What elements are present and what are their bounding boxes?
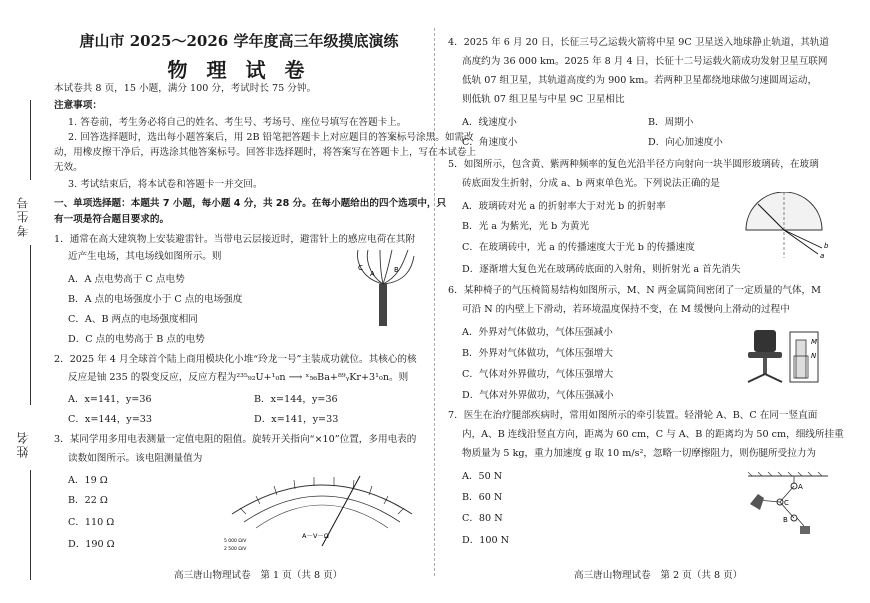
page-divider (434, 28, 435, 576)
exam-title: 唐山市 2025～2026 学年度高三年级摸底演练 (79, 32, 399, 50)
q4-stem-4: 则低轨 07 组卫星与中星 9C 卫星相比 (462, 94, 625, 105)
section-1-heading: 一、单项选择题：本题共 7 小题，每小题 4 分，共 28 分。在每小题给出的四个选项中，只 (54, 198, 447, 209)
q6-option-b: B．外界对气体做功，气体压强增大 (462, 348, 613, 359)
q6-option-d: D．气体对外界做功，气体压强减小 (462, 390, 614, 401)
q2-stem-1: 2．2025 年 4 月全球首个陆上商用模块化小堆“玲龙一号”主装成功就位。其核心的核 (54, 354, 417, 365)
q1-option-b: B．A 点的电场强度小于 C 点的电场强度 (68, 294, 243, 305)
q4-option-b: B．周期小 (648, 117, 694, 128)
q6-label-n: N (811, 352, 817, 360)
notice-3: 3. 考试结束后，将本试卷和答题卡一并交回。 (68, 179, 263, 190)
semicircle-glass-figure (738, 192, 834, 260)
q3-option-c: C．110 Ω (68, 517, 115, 528)
footer-page-1: 高三唐山物理试卷 第 1 页（共 8 页） (174, 570, 343, 581)
q5-option-d: D．逐渐增大复色光在玻璃砖底面的入射角，则折射光 a 首先消失 (462, 264, 741, 275)
q5-label-b: b (824, 242, 829, 250)
q3-stem-1: 3．某同学用多用电表测量一定值电阻的阻值。旋转开关指向“×10”位置，多用电表的 (54, 434, 417, 445)
q3-option-a: A．19 Ω (68, 475, 108, 486)
q7-option-a: A．50 N (462, 471, 503, 482)
meter-small-2: 2 500 Ω/V (224, 547, 247, 552)
q4-stem-1: 4．2025 年 6 月 20 日，长征三号乙运载火箭将中星 9C 卫星送入地球静止轨道，其轨道 (448, 37, 830, 48)
q6-stem-1: 6．某种椅子的气压椅简易结构如图所示，M、N 两金属筒间密闭了一定质量的气体，M (448, 285, 821, 296)
name-label: 姓名 (16, 430, 30, 458)
q4-option-a: A．线速度小 (462, 117, 517, 128)
q5-option-c: C．在玻璃砖中，光 a 的传播速度大于光 b 的传播速度 (462, 242, 695, 253)
q7-stem-1: 7．医生在治疗腿部疾病时，常用如图所示的牵引装置。轻滑轮 A、B、C 在同一竖直面 (448, 410, 818, 421)
page-2 (448, 0, 844, 603)
q1-option-c: C．A、B 两点的电场强度相同 (68, 314, 198, 325)
notice-2b: 动，用橡皮擦干净后，再选涂其他答案标号。回答非选择题时，将答案写在答题卡上，写在本试卷上 (54, 147, 477, 158)
q7-option-b: B．60 N (462, 492, 503, 503)
q2-option-a: A．x=141，y=36 (68, 394, 152, 405)
q2-option-c: C．x=144，y=33 (68, 414, 152, 425)
q1-label-a: A (370, 270, 375, 278)
name-line (30, 470, 31, 580)
q7-label-b: B (783, 516, 788, 524)
q7-stem-2: 内，A、B 连线沿竖直方向，距离为 60 cm，C 与 A、B 的距离均为 50 cm，细线所挂重 (462, 429, 844, 440)
notice-2: 2. 回答选择题时，选出每小题答案后，用 2B 铅笔把答题卡上对应题目的答案标号涂黑。如需改 (68, 132, 474, 143)
binding-strip (0, 0, 46, 603)
lightning-rod-field-figure (350, 248, 416, 328)
q6-option-c: C．气体对外界做功，气体压强增大 (462, 369, 614, 380)
notice-1: 1. 答卷前，考生务必将自己的姓名、考生号、考场号、座位号填写在答题卡上。 (68, 117, 407, 128)
q7-option-d: D．100 N (462, 535, 510, 546)
q5-option-a: A．玻璃砖对光 a 的折射率大于对光 b 的折射率 (462, 201, 666, 212)
q7-option-c: C．80 N (462, 513, 503, 524)
q4-option-c: C．角速度小 (462, 137, 518, 148)
gas-chair-figure (738, 326, 830, 386)
q2-option-b: B．x=144，y=36 (254, 394, 338, 405)
section-1-heading-2: 有一项是符合题目要求的。 (54, 214, 170, 225)
q7-label-a: A (798, 483, 803, 491)
q3-option-b: B．22 Ω (68, 495, 108, 506)
q1-option-d: D．C 点的电势高于 B 点的电势 (68, 334, 205, 345)
q2-stem-2: 反应是铀 235 的裂变反应，反应方程为²³⁵₉₂U+¹₀n ⟶ ˣ₅₆Ba+⁸⁹ᵧKr+3¹₀n。则 (68, 372, 409, 383)
q6-option-a: A．外界对气体做功，气体压强减小 (462, 327, 613, 338)
candidate-number-line (30, 245, 31, 405)
q5-label-a: a (820, 252, 825, 260)
traction-device-figure (748, 470, 828, 542)
meter-small-1: 5 000 Ω/V (224, 539, 247, 544)
q6-stem-2: 可沿 N 的内壁上下滑动，若环境温度保持不变，在 M 缓慢向上滑动的过程中 (462, 304, 790, 315)
q1-stem-1: 1．通常在高大建筑物上安装避雷针。当带电云层接近时，避雷针上的感应电荷在其附 (54, 234, 416, 245)
q7-stem-3: 物质量为 5 kg，重力加速度 g 取 10 m/s²，忽略一切摩擦阻力，则伤腿所受拉力为 (462, 448, 817, 459)
q6-label-m: M (811, 338, 818, 346)
notice-2c: 无效。 (54, 162, 83, 173)
q3-stem-2: 读数如图所示。该电阻测量值为 (68, 453, 203, 464)
q5-option-b: B．光 a 为紫光，光 b 为黄光 (462, 221, 590, 232)
q1-option-a: A．A 点电势高于 C 点电势 (68, 274, 185, 285)
candidate-number-label: 考生号 (16, 195, 30, 237)
q4-option-d: D．向心加速度小 (648, 137, 723, 148)
q1-stem-2: 近产生电场，其电场线如图所示。则 (68, 251, 222, 262)
subject-title: 物 理 试 卷 (167, 58, 311, 82)
q7-label-c: C (784, 499, 789, 507)
q4-stem-2: 高度约为 36 000 km。2025 年 8 月 4 日，长征十二号运载火箭成功发射卫星互联网 (462, 56, 828, 67)
footer-page-2: 高三唐山物理试卷 第 2 页（共 8 页） (574, 570, 743, 581)
meter-label: A－V－Ω (302, 532, 329, 540)
binding-line (30, 100, 31, 180)
notice-title: 注意事项： (54, 100, 102, 111)
exam-intro: 本试卷共 8 页，15 小题，满分 100 分，考试时长 75 分钟。 (54, 83, 317, 94)
q5-stem-1: 5．如图所示，包含黄、紫两种频率的复色光沿半径方向射向一块半圆形玻璃砖，在玻璃 (448, 159, 819, 170)
q1-label-b: B (394, 266, 399, 274)
q1-label-c: C (358, 264, 363, 272)
page-1 (54, 0, 477, 603)
q3-option-d: D．190 Ω (68, 539, 115, 550)
q4-stem-3: 低轨 07 组卫星，其轨道高度约为 900 km。若两种卫星都绕地球做匀速圆周运动， (462, 75, 818, 86)
q5-stem-2: 砖底面发生折射，分成 a、b 两束单色光。下列说法正确的是 (462, 178, 720, 189)
q2-option-d: D．x=141，y=33 (254, 414, 339, 425)
multimeter-dial-figure (222, 462, 422, 554)
